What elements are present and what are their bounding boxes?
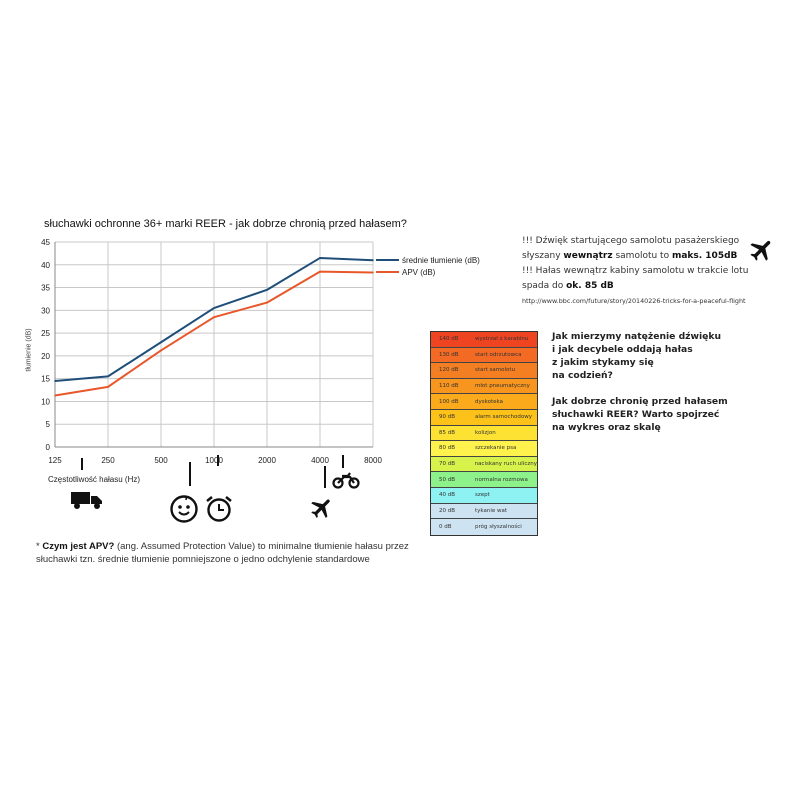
scale-row [431,457,537,473]
data-point [160,350,162,352]
scale-db-value: 20 dB [439,507,456,514]
x-tick-label: 8000 [364,456,382,465]
y-tick-label: 5 [45,420,50,430]
info-line-4: spada do ok. 85 dB [522,281,614,291]
data-point [319,271,321,273]
y-tick-label: 45 [41,238,50,247]
chart-title: słuchawki ochronne 36+ marki REER - jak dobrze chronią przed hałasem? [44,218,407,230]
data-point [372,272,374,274]
scale-row [431,504,537,520]
scale-description: dyskoteka [475,398,503,405]
y-axis-label: tłumienie (dB) [25,328,33,372]
scale-db-value: 80 dB [439,445,456,452]
questions-text: Jak mierzymy natężenie dźwięku i jak decybele oddają hałas z jakim stykamy się na codzień? Jak dobrze chronię przed hałasem słuchawki REER? Warto spojrzeć na wykres oraz skalę [552,331,728,433]
airplane-icon [748,236,776,264]
scale-row [431,348,537,364]
y-tick-label: 35 [41,283,50,293]
info-line-1: !!! Dźwięk startującego samolotu pasażerskiego [522,236,740,246]
scale-db-value: 140 dB [439,336,459,343]
scale-db-value: 110 dB [439,383,459,390]
source-link[interactable]: http://www.bbc.com/future/story/20140226-tricks-for-a-peaceful-flight [522,297,746,305]
airplane-icon [309,495,335,521]
alarm-clock-icon [204,494,234,524]
scale-description: wystrzał z karabinu [475,336,529,343]
x-tick-label: 2000 [258,456,276,465]
scale-row [431,472,537,488]
scale-db-value: 40 dB [439,492,456,499]
y-tick-label: 25 [41,329,50,339]
scale-description: szczekanie psa [475,445,517,452]
legend-label: APV (dB) [402,268,436,277]
scale-row [431,426,537,442]
x-tick-label: 250 [101,456,115,465]
scale-row [431,332,537,348]
decibel-scale [430,331,538,536]
y-tick-label: 20 [41,351,50,361]
data-point [266,289,268,291]
legend-label: średnie tłumienie (dB) [402,256,480,265]
scale-db-value: 70 dB [439,461,456,468]
info-line-2: słyszany wewnątrz samolotu to maks. 105dB [522,251,738,261]
scale-row [431,394,537,410]
data-point [107,376,109,378]
scale-db-value: 100 dB [439,398,459,405]
data-point [213,316,215,318]
truck-icon [70,490,104,510]
y-tick-label: 0 [45,443,50,452]
data-point [54,380,56,382]
data-point [319,257,321,259]
scale-description: tykanie wat [475,507,508,514]
data-point [54,395,56,397]
scale-db-value: 85 dB [439,429,456,436]
scale-description: alarm samochodowy [475,414,532,421]
scale-row [431,363,537,379]
data-point [266,302,268,304]
data-point [107,386,109,388]
scale-description: normalna rozmowa [475,476,528,483]
chart-legend [376,256,480,277]
x-axis-label: Częstotliwość hałasu (Hz) [48,475,141,484]
scale-description: start samolotu [475,367,516,374]
x-tick-label: 4000 [311,456,329,465]
scale-row [431,519,537,535]
y-tick-label: 10 [41,397,50,407]
scale-description: start odrzutowca [475,351,522,358]
footnote: * Czym jest APV? (ang. Assumed Protection Value) to minimalne tłumienie hałasu przez słuchawki tzn. średnie tłumienie pomniejszone o jedno odchylenie standardowe [36,541,409,565]
scale-db-value: 0 dB [439,523,452,530]
x-tick-label: 1000 [205,456,223,465]
x-tick-label: 500 [154,456,168,465]
chart-grid [55,242,373,447]
scale-db-value: 130 dB [439,351,459,358]
x-axis-ticks [48,456,382,465]
scale-description: próg słyszalności [475,523,522,530]
scale-row [431,441,537,457]
data-point [213,307,215,309]
info-line-3: !!! Hałas wewnątrz kabiny samolotu w trakcie lotu [522,266,749,276]
motorcycle-icon [332,466,360,490]
scale-row [431,410,537,426]
scale-description: młot pneumatyczny [475,383,530,390]
scale-db-value: 90 dB [439,414,456,421]
scale-row [431,379,537,395]
scale-description: naciskany ruch uliczny [474,461,537,468]
y-axis-ticks [41,238,50,452]
y-tick-label: 30 [41,306,50,316]
baby-face-icon [169,494,199,524]
x-tick-label: 125 [48,456,62,465]
y-tick-label: 40 [41,260,50,270]
scale-row [431,488,537,504]
y-tick-label: 15 [41,374,50,384]
data-point [372,259,374,261]
scale-db-value: 50 dB [439,476,456,483]
scale-db-value: 120 dB [439,367,459,374]
scale-description: szept [475,492,490,499]
data-point [160,341,162,343]
scale-description: kolizjon [475,429,496,436]
